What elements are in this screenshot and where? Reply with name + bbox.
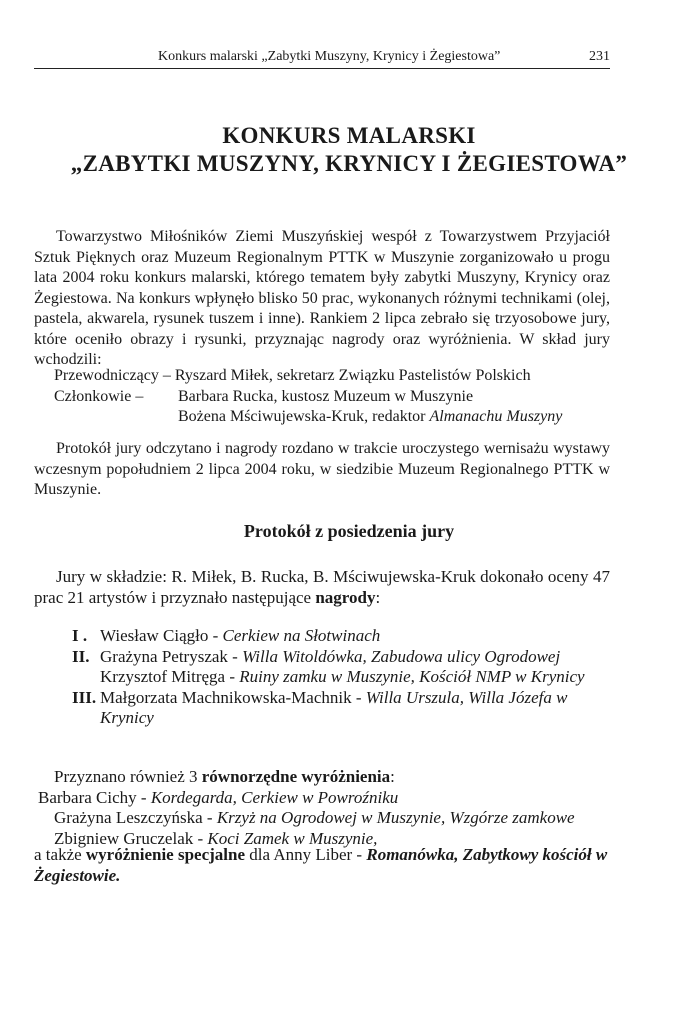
article-title-line-1: KONKURS MALARSKI — [222, 123, 476, 148]
prize-number: I . — [72, 626, 88, 645]
running-title: Konkurs malarski „Zabytki Muszyny, Krynicy i Żegiestowa” — [158, 49, 501, 64]
special-distinction-text — [34, 845, 610, 886]
protocol-intro-text — [34, 567, 610, 608]
protocol-intro-end: : — [375, 587, 381, 607]
almanach-title: Almanachu Muszyny — [429, 408, 563, 425]
distinctions-intro — [54, 767, 575, 788]
special-bold: wyróżnienie specjalne — [85, 845, 246, 864]
prize-works: Cerkiew na Słotwinach — [222, 626, 381, 645]
intro-paragraph — [34, 227, 610, 371]
jury-member-2-prefix: Bożena Mściwujewska-Kruk, redaktor — [178, 408, 430, 425]
prize-author: Wiesław Ciągło - — [100, 626, 223, 645]
prize-works: Willa Urszula, Willa Józefa w Krynicy — [100, 687, 568, 727]
distinction-item — [38, 788, 559, 809]
protocol-intro — [34, 567, 610, 608]
prize-number: II. — [72, 646, 90, 666]
jury-members-role: Członkowie – — [54, 387, 144, 405]
prize-second — [72, 647, 607, 668]
jury-list — [54, 366, 563, 428]
distinctions-intro-plain: Przyznano również 3 — [54, 767, 202, 786]
distinction-item — [54, 808, 575, 829]
jury-members-row — [54, 387, 531, 408]
intro-text: Towarzystwo Miłośników Ziemi Muszyńskiej wespół z Towarzystwem Przyjaciół Sztuk Pięknych oraz Muzeum Regionalnym PTTK w Muszynie zorganizowało u progu lata 2004 roku konkurs malarski, którego tematem były zabytki Muszyny, Krynicy oraz Żegiestowa. Na konkurs wpłynęło blisko 50 prac, wykonanych różnymi technikami (olej, pastela, akwarela, rysunek tuszem i inne). Rankiem 2 lipca zebrało się trzyosobowe jury, które oceniło obrazy i rysunki, przyznając nagrody oraz wyróżnienia. W skład jury wchodzili: — [34, 228, 610, 368]
prize-number: III. — [72, 687, 97, 707]
distinctions-list — [38, 767, 575, 849]
distinctions-intro-bold: równorzędne wyróżnienia — [201, 767, 391, 786]
jury-member-2 — [178, 407, 562, 428]
distinction-author: Zbigniew Gruczelak - — [54, 828, 208, 848]
prize-author: Grażyna Petryszak - — [100, 646, 243, 666]
special-distinction — [34, 845, 610, 886]
protocol-intro-bold: nagrody — [315, 587, 376, 607]
special-works: Romanówka, Zabytkowy kościół w Żegiestowie. — [34, 845, 608, 885]
distinction-author: Grażyna Leszczyńska - — [54, 808, 217, 827]
jury-member-2-row — [54, 407, 563, 428]
article-title-line-2: „ZABYTKI MUSZYNY, KRYNICY I ŻEGIESTOWA” — [70, 151, 628, 176]
distinction-works: Kordegarda, Cerkiew w Powroźniku — [150, 787, 399, 807]
page-number: 231 — [589, 49, 610, 64]
prize-first — [72, 626, 607, 647]
jury-member-1: Barbara Rucka, kustosz Muzeum w Muszynie — [178, 387, 474, 405]
header-rule — [34, 68, 610, 69]
prize-author: Krzysztof Mitręga - — [100, 667, 240, 686]
ceremony-text: Protokół jury odczytano i nagrody rozdano w trakcie uroczystego wernisażu wystawy wczesnym popołudniem 2 lipca 2004 roku, w siedzibie Muzeum Regionalnego PTTK w Muszynie. — [34, 440, 610, 498]
prize-works: Ruiny zamku w Muszynie, Kościół NMP w Krynicy — [239, 667, 585, 686]
protocol-heading: Protokół z posiedzenia jury — [243, 521, 455, 541]
distinctions-intro-end: : — [390, 767, 395, 786]
distinction-works: Krzyż na Ogrodowej w Muszynie, Wzgórze zamkowe — [216, 808, 575, 827]
protocol-intro-plain: Jury w składzie: R. Miłek, B. Rucka, B. Mściwujewska-Kruk dokonało oceny 47 prac 21 artystów i przyznało następujące — [34, 567, 610, 607]
distinction-author: Barbara Cichy - — [38, 787, 151, 807]
prize-list — [72, 626, 607, 729]
special-prefix: a także — [34, 845, 86, 864]
jury-chair: – Ryszard Miłek, sekretarz Związku Pastelistów Polskich — [162, 367, 531, 384]
prize-author: Małgorzata Machnikowska-Machnik - — [100, 687, 366, 707]
jury-chair-row — [54, 366, 531, 387]
prize-works: Willa Witoldówka, Zabudowa ulicy Ogrodowej — [242, 646, 561, 666]
special-middle: dla Anny Liber - — [245, 845, 367, 864]
prize-third — [72, 688, 607, 729]
prize-second-b — [72, 667, 607, 688]
ceremony-paragraph — [34, 439, 610, 501]
jury-chair-role: Przewodniczący — [54, 367, 159, 384]
distinction-works: Koci Zamek w Muszynie, — [207, 828, 378, 848]
